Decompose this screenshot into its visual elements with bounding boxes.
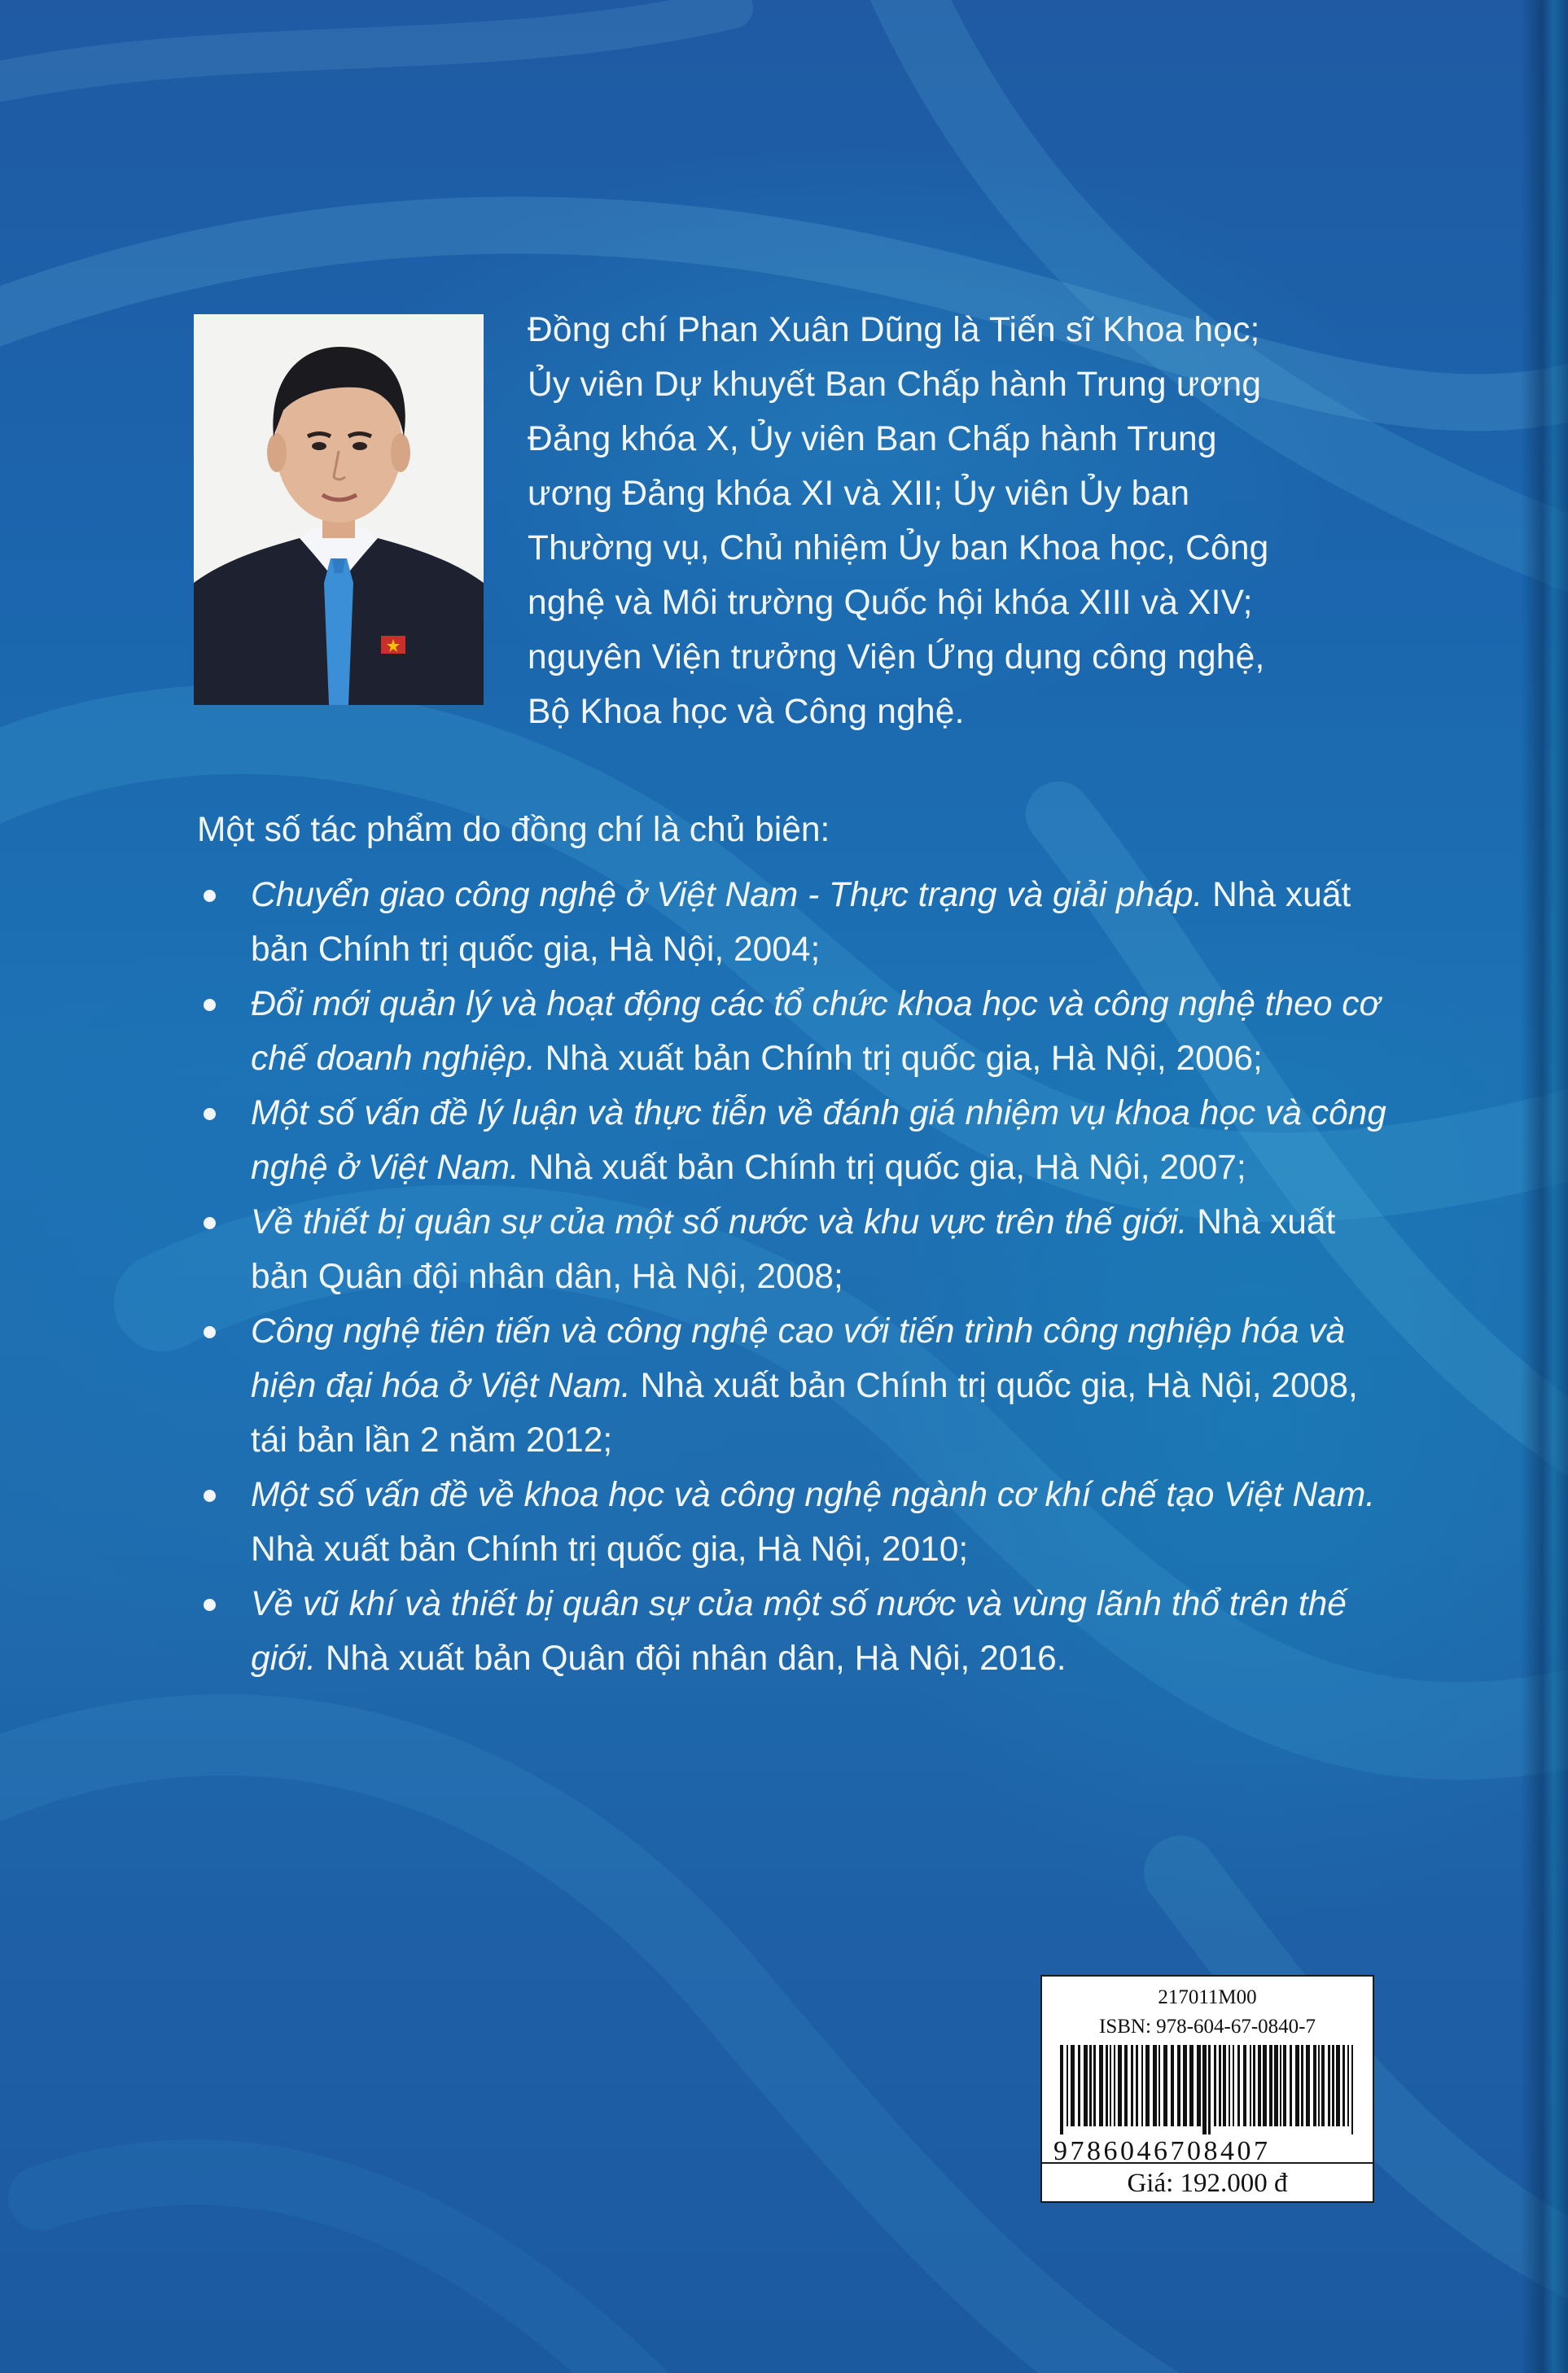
bio-line: ương Đảng khóa XI và XII; Ủy viên Ủy ban — [528, 475, 1190, 513]
barcode-bar — [1118, 2045, 1122, 2126]
barcode-bar — [1214, 2045, 1216, 2126]
barcode-bar — [1060, 2045, 1063, 2134]
barcode-bar — [1263, 2045, 1267, 2126]
barcode-bar — [1229, 2045, 1230, 2126]
barcode-bar — [1328, 2045, 1330, 2126]
barcode-bar — [1171, 2045, 1174, 2126]
barcode-bar — [1089, 2045, 1092, 2126]
barcode-bar — [1233, 2045, 1234, 2126]
barcode-bar — [1318, 2045, 1320, 2126]
barcode-bar — [1347, 2045, 1349, 2126]
works-list — [197, 868, 1386, 1686]
barcode-bar — [1253, 2045, 1255, 2126]
bio-line: Đảng khóa X, Ủy viên Ban Chấp hành Trung — [528, 420, 1217, 458]
work-publisher: Nhà xuất bản Quân đội nhân dân, Hà Nội, 2016. — [325, 1640, 1067, 1678]
barcode-bar — [1269, 2045, 1272, 2126]
author-portrait-drawing — [194, 314, 484, 705]
barcode-bar — [1290, 2045, 1292, 2126]
barcode-bar — [1208, 2045, 1211, 2134]
work-item — [197, 977, 1399, 1086]
barcode-bar — [1219, 2045, 1221, 2126]
barcode-bar — [1342, 2045, 1345, 2126]
bio-line: nguyên Viện trưởng Viện Ứng dụng công nghệ, — [528, 638, 1265, 676]
barcode-bar — [1136, 2045, 1138, 2126]
barcode-bar — [1301, 2045, 1303, 2126]
product-code: 217011M00 — [1158, 1986, 1257, 2008]
barcode-bar — [1158, 2045, 1160, 2126]
work-publisher: Nhà xuất bản Chính trị quốc gia, Hà Nội, 2006; — [545, 1040, 1263, 1078]
work-publisher: Nhà xuất bản Quân đội nhân dân, Hà Nội, 2008; — [251, 1203, 1336, 1296]
bullet-dot-icon — [204, 1108, 216, 1120]
bio-line: Bộ Khoa học và Công nghệ. — [528, 693, 965, 731]
barcode-bar — [1183, 2045, 1187, 2126]
barcode-bar — [1332, 2045, 1334, 2126]
barcode-bar — [1336, 2045, 1340, 2126]
barcode-bars — [1060, 2045, 1356, 2134]
barcode-bar — [1250, 2045, 1251, 2126]
barcode-bar — [1131, 2045, 1133, 2126]
barcode-digits: 9786046708407 — [1053, 2136, 1271, 2166]
barcode-bar — [1153, 2045, 1157, 2126]
bullet-dot-icon — [204, 999, 216, 1011]
work-item — [197, 1304, 1399, 1468]
work-title: Chuyển giao công nghệ ở Việt Nam - Thực trạng và giải pháp. — [251, 876, 1203, 914]
bullet-dot-icon — [204, 890, 216, 902]
barcode-bar — [1084, 2045, 1088, 2126]
barcode-bar — [1189, 2045, 1194, 2126]
work-title: Một số vấn đề lý luận và thực tiễn về đánh giá nhiệm vụ khoa học và công nghệ ở Việt Nam. — [251, 1094, 1386, 1187]
work-publisher: Nhà xuất bản Chính trị quốc gia, Hà Nội, 2010; — [251, 1530, 969, 1569]
barcode-bar — [1197, 2045, 1201, 2126]
barcode-bar — [1124, 2045, 1128, 2126]
barcode-bar — [1243, 2045, 1246, 2126]
barcode-bar — [1114, 2045, 1115, 2126]
barcode-bar — [1177, 2045, 1180, 2126]
barcode-bar — [1163, 2045, 1167, 2126]
barcode-bar — [1141, 2045, 1143, 2126]
bullet-dot-icon — [204, 1217, 216, 1229]
barcode-bar — [1145, 2045, 1150, 2126]
work-item — [197, 1577, 1399, 1686]
barcode-bar — [1295, 2045, 1299, 2126]
work-item — [197, 1195, 1399, 1304]
author-portrait-photo — [194, 314, 484, 705]
work-title: Một số vấn đề về khoa học và công nghệ ngành cơ khí chế tạo Việt Nam. — [251, 1476, 1376, 1514]
barcode-bar — [1110, 2045, 1111, 2126]
barcode-bar — [1258, 2045, 1261, 2126]
work-item — [197, 1086, 1399, 1195]
price-row — [1042, 2162, 1373, 2203]
bio-line: Ủy viên Dự khuyết Ban Chấp hành Trung ương — [528, 366, 1262, 404]
work-title: Về vũ khí và thiết bị quân sự của một số nước và vùng lãnh thổ trên thế giới. — [251, 1585, 1347, 1678]
bullet-dot-icon — [204, 1599, 216, 1611]
bio-line: Thường vụ, Chủ nhiệm Ủy ban Khoa học, Công — [528, 529, 1269, 567]
work-title: Công nghệ tiên tiến và công nghệ cao với tiến trình công nghiệp hóa và hiện đại hóa ở Việt Nam. — [251, 1312, 1346, 1405]
barcode-bar — [1106, 2045, 1108, 2126]
work-item — [197, 868, 1374, 977]
barcode-bar — [1237, 2045, 1240, 2126]
barcode-bar — [1078, 2045, 1080, 2126]
barcode-bar — [1280, 2045, 1281, 2126]
work-publisher: Nhà xuất bản Chính trị quốc gia, Hà Nội, 2007; — [528, 1149, 1246, 1187]
barcode-bar — [1223, 2045, 1226, 2126]
bio-line: nghệ và Môi trường Quốc hội khóa XIII và XIV; — [528, 584, 1253, 622]
isbn-text: ISBN: 978-604-67-0840-7 — [1099, 2016, 1316, 2038]
barcode-bar — [1202, 2045, 1207, 2134]
author-bio — [528, 303, 1391, 739]
works-heading: Một số tác phẩm do đồng chí là chủ biên: — [197, 811, 830, 849]
work-item — [197, 1468, 1399, 1577]
barcode-bar — [1351, 2045, 1353, 2134]
barcode-bar — [1306, 2045, 1310, 2126]
barcode-bar — [1283, 2045, 1286, 2126]
barcode-bar — [1093, 2045, 1096, 2126]
work-title: Đổi mới quản lý và hoạt động các tổ chức khoa học và công nghệ theo cơ chế doanh nghiệp. — [251, 985, 1381, 1078]
barcode-bar — [1071, 2045, 1075, 2126]
price: Giá: 192.000 đ — [1127, 2169, 1288, 2198]
spine-edge — [1521, 0, 1568, 2373]
bio-line: Đồng chí Phan Xuân Dũng là Tiến sĩ Khoa học; — [528, 311, 1260, 349]
work-publisher: Nhà xuất bản Chính trị quốc gia, Hà Nội, 2008, tái bản lần 2 năm 2012; — [251, 1367, 1358, 1460]
barcode-bar — [1313, 2045, 1316, 2126]
barcode-bar — [1099, 2045, 1103, 2126]
work-publisher: Nhà xuất bản Chính trị quốc gia, Hà Nội, 2004; — [251, 876, 1351, 969]
work-title: Về thiết bị quân sự của một số nước và khu vực trên thế giới. — [251, 1203, 1188, 1241]
bullet-dot-icon — [204, 1326, 216, 1338]
barcode-label — [1040, 1975, 1374, 2203]
bullet-dot-icon — [204, 1490, 216, 1502]
barcode-bar — [1274, 2045, 1278, 2126]
barcode-bar — [1067, 2045, 1068, 2126]
barcode-bar — [1321, 2045, 1325, 2126]
